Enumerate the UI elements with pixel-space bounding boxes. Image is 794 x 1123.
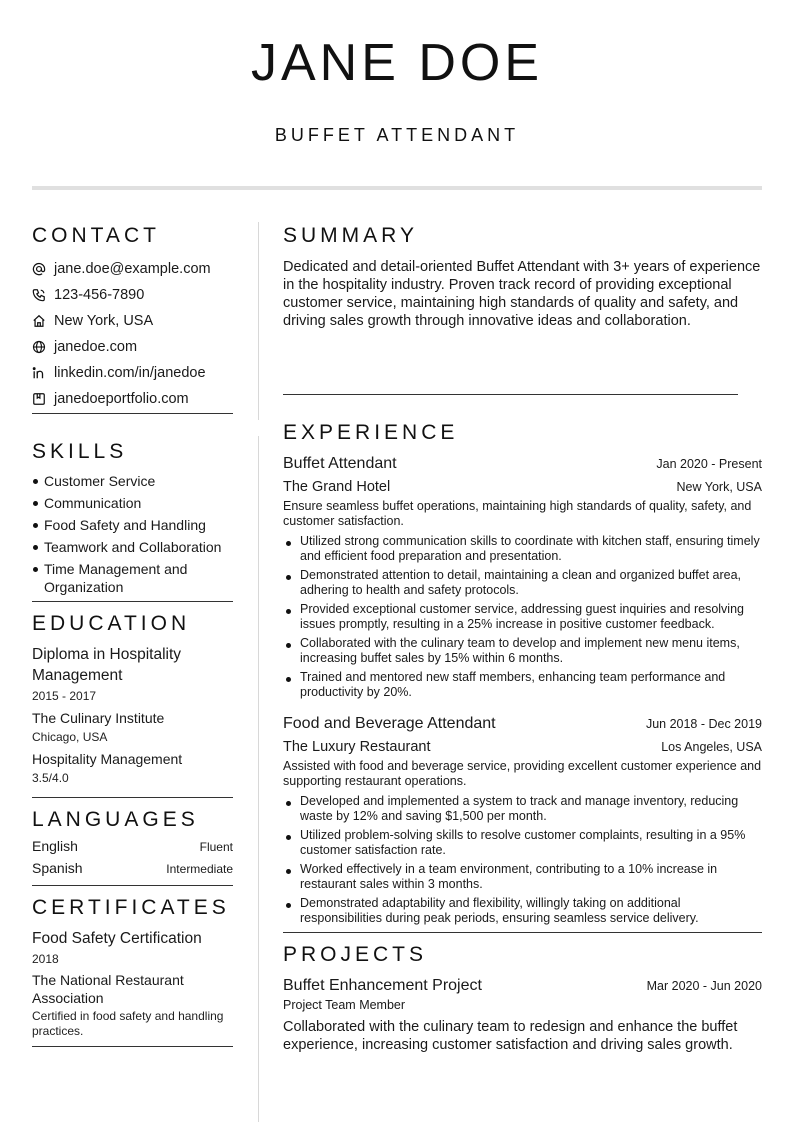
- column-divider: [258, 436, 259, 1122]
- section-heading: SUMMARY: [283, 224, 418, 247]
- section-divider: [32, 1046, 233, 1047]
- job-description: Ensure seamless buffet operations, maintaining high standards of quality, safety, and customer satisfaction.: [283, 499, 752, 528]
- contact-text: linkedin.com/in/janedoe: [54, 365, 206, 381]
- project-name: Buffet Enhancement Project: [283, 977, 482, 994]
- section-heading: LANGUAGES: [32, 808, 199, 831]
- languages-section: [32, 806, 233, 886]
- job-location: New York, USA: [676, 480, 762, 494]
- section-heading: SKILLS: [32, 440, 128, 463]
- job-bullet: Demonstrated attention to detail, maintaining a clean and organized buffet area, adhering to health and safety protocols.: [283, 568, 762, 598]
- language-row: [32, 860, 233, 882]
- portfolio-icon: [32, 392, 46, 406]
- section-divider: [32, 885, 233, 886]
- section-heading: EXPERIENCE: [283, 421, 459, 444]
- contact-section: [32, 222, 233, 414]
- header-divider: [32, 186, 762, 190]
- job-bullet: Developed and implemented a system to track and manage inventory, reducing waste by 12% and saving $1,500 per month.: [283, 794, 762, 824]
- project-role: Project Team Member: [283, 998, 406, 1012]
- language-level: Intermediate: [166, 862, 233, 876]
- contact-phone[interactable]: [32, 282, 233, 308]
- language-name: Spanish: [32, 860, 83, 876]
- job-entry: [283, 453, 762, 700]
- at-icon: [32, 262, 46, 276]
- project-dates: Mar 2020 - Jun 2020: [646, 979, 762, 993]
- summary-text: Dedicated and detail-oriented Buffet Attendant with 3+ years of experience in the hospitality industry. Proven track record of providing exceptional customer service, maintaining high standards of quality and safety, and driving sales growth through innovative ideas and collaboration.: [283, 259, 761, 329]
- contact-text: janedoe.com: [54, 339, 138, 355]
- job-bullet: Provided exceptional customer service, addressing guest inquiries and resolving issues promptly, resulting in a 25% increase in positive customer feedback.: [283, 602, 762, 632]
- section-divider: [32, 797, 233, 798]
- candidate-name: JANE DOE: [250, 34, 544, 92]
- section-heading: CONTACT: [32, 224, 160, 247]
- job-bullet: Collaborated with the culinary team to develop and implement new menu items, increasing buffet sales by 15% within 6 months.: [283, 636, 762, 666]
- contact-portfolio[interactable]: [32, 386, 233, 412]
- language-name: English: [32, 838, 78, 854]
- contact-text: New York, USA: [54, 313, 154, 329]
- education-years: 2015 - 2017: [32, 689, 97, 703]
- education-section: [32, 610, 233, 798]
- project-description: Collaborated with the culinary team to redesign and enhance the buffet experience, increasing customer satisfaction and driving sales growth.: [283, 1019, 738, 1053]
- globe-icon: [32, 340, 46, 354]
- gpa: 3.5/4.0: [32, 771, 69, 785]
- summary-section: [283, 222, 762, 395]
- field-of-study: Hospitality Management: [32, 751, 183, 767]
- column-divider: [258, 222, 259, 420]
- skill-item: Food Safety and Handling: [32, 516, 233, 534]
- job-bullet: Demonstrated adaptability and flexibility, willingly taking on additional responsibilities during peak periods, ensuring seamless service delivery.: [283, 896, 762, 926]
- certificate-year: 2018: [32, 952, 59, 966]
- job-role: Food and Beverage Attendant: [283, 715, 496, 732]
- skill-item: Teamwork and Collaboration: [32, 538, 233, 556]
- language-level: Fluent: [199, 840, 233, 854]
- job-description: Assisted with food and beverage service, providing excellent customer experience and supporting restaurant operations.: [283, 759, 762, 788]
- home-icon: [32, 314, 46, 328]
- section-divider: [283, 932, 762, 933]
- experience-section: [283, 419, 762, 933]
- left-column: [32, 222, 233, 1047]
- projects-section: [283, 941, 762, 1054]
- job-company: The Luxury Restaurant: [283, 739, 431, 755]
- contact-text: jane.doe@example.com: [54, 261, 211, 277]
- section-heading: CERTIFICATES: [32, 896, 230, 919]
- contact-location: [32, 308, 233, 334]
- job-bullet: Trained and mentored new staff members, enhancing team performance and productivity by 20%.: [283, 670, 762, 700]
- contact-email[interactable]: [32, 256, 233, 282]
- job-entry: [283, 713, 762, 926]
- job-dates: Jan 2020 - Present: [656, 457, 762, 471]
- job-company: The Grand Hotel: [283, 479, 391, 495]
- certificate-name: Food Safety Certification: [32, 930, 202, 947]
- job-bullet: Utilized strong communication skills to coordinate with kitchen staff, ensuring timely and efficient food preparation and presentation.: [283, 534, 762, 564]
- job-bullet: Worked effectively in a team environment, contributing to a 10% increase in restaurant sales within 3 months.: [283, 862, 762, 892]
- school-location: Chicago, USA: [32, 730, 108, 744]
- job-role: Buffet Attendant: [283, 455, 397, 472]
- contact-text: 123-456-7890: [54, 287, 145, 303]
- contact-website[interactable]: [32, 334, 233, 360]
- right-column: [283, 222, 762, 1054]
- certificate-description: Certified in food safety and handling practices.: [32, 1009, 224, 1038]
- phone-icon: [32, 288, 46, 302]
- contact-linkedin[interactable]: [32, 360, 233, 386]
- skills-section: [32, 438, 233, 602]
- school-name: The Culinary Institute: [32, 710, 165, 726]
- section-divider: [32, 413, 233, 414]
- certificates-section: [32, 894, 233, 1047]
- section-heading: EDUCATION: [32, 612, 191, 635]
- section-heading: PROJECTS: [283, 943, 428, 966]
- skill-item: Communication: [32, 494, 233, 512]
- contact-text: janedoeportfolio.com: [54, 391, 189, 407]
- job-title: BUFFET ATTENDANT: [274, 125, 520, 145]
- section-divider: [283, 394, 738, 395]
- section-divider: [32, 601, 233, 602]
- job-bullet: Utilized problem-solving skills to resolve customer complaints, resulting in a 95% customer satisfaction rate.: [283, 828, 762, 858]
- degree: Diploma in Hospitality Management: [32, 646, 182, 684]
- job-location: Los Angeles, USA: [661, 740, 762, 754]
- certificate-issuer: The National Restaurant Association: [32, 972, 184, 1006]
- language-row: [32, 838, 233, 860]
- skill-item: Customer Service: [32, 472, 233, 490]
- linkedin-icon: [32, 366, 46, 380]
- skill-item: Time Management and Organization: [32, 560, 233, 596]
- job-dates: Jun 2018 - Dec 2019: [645, 717, 762, 731]
